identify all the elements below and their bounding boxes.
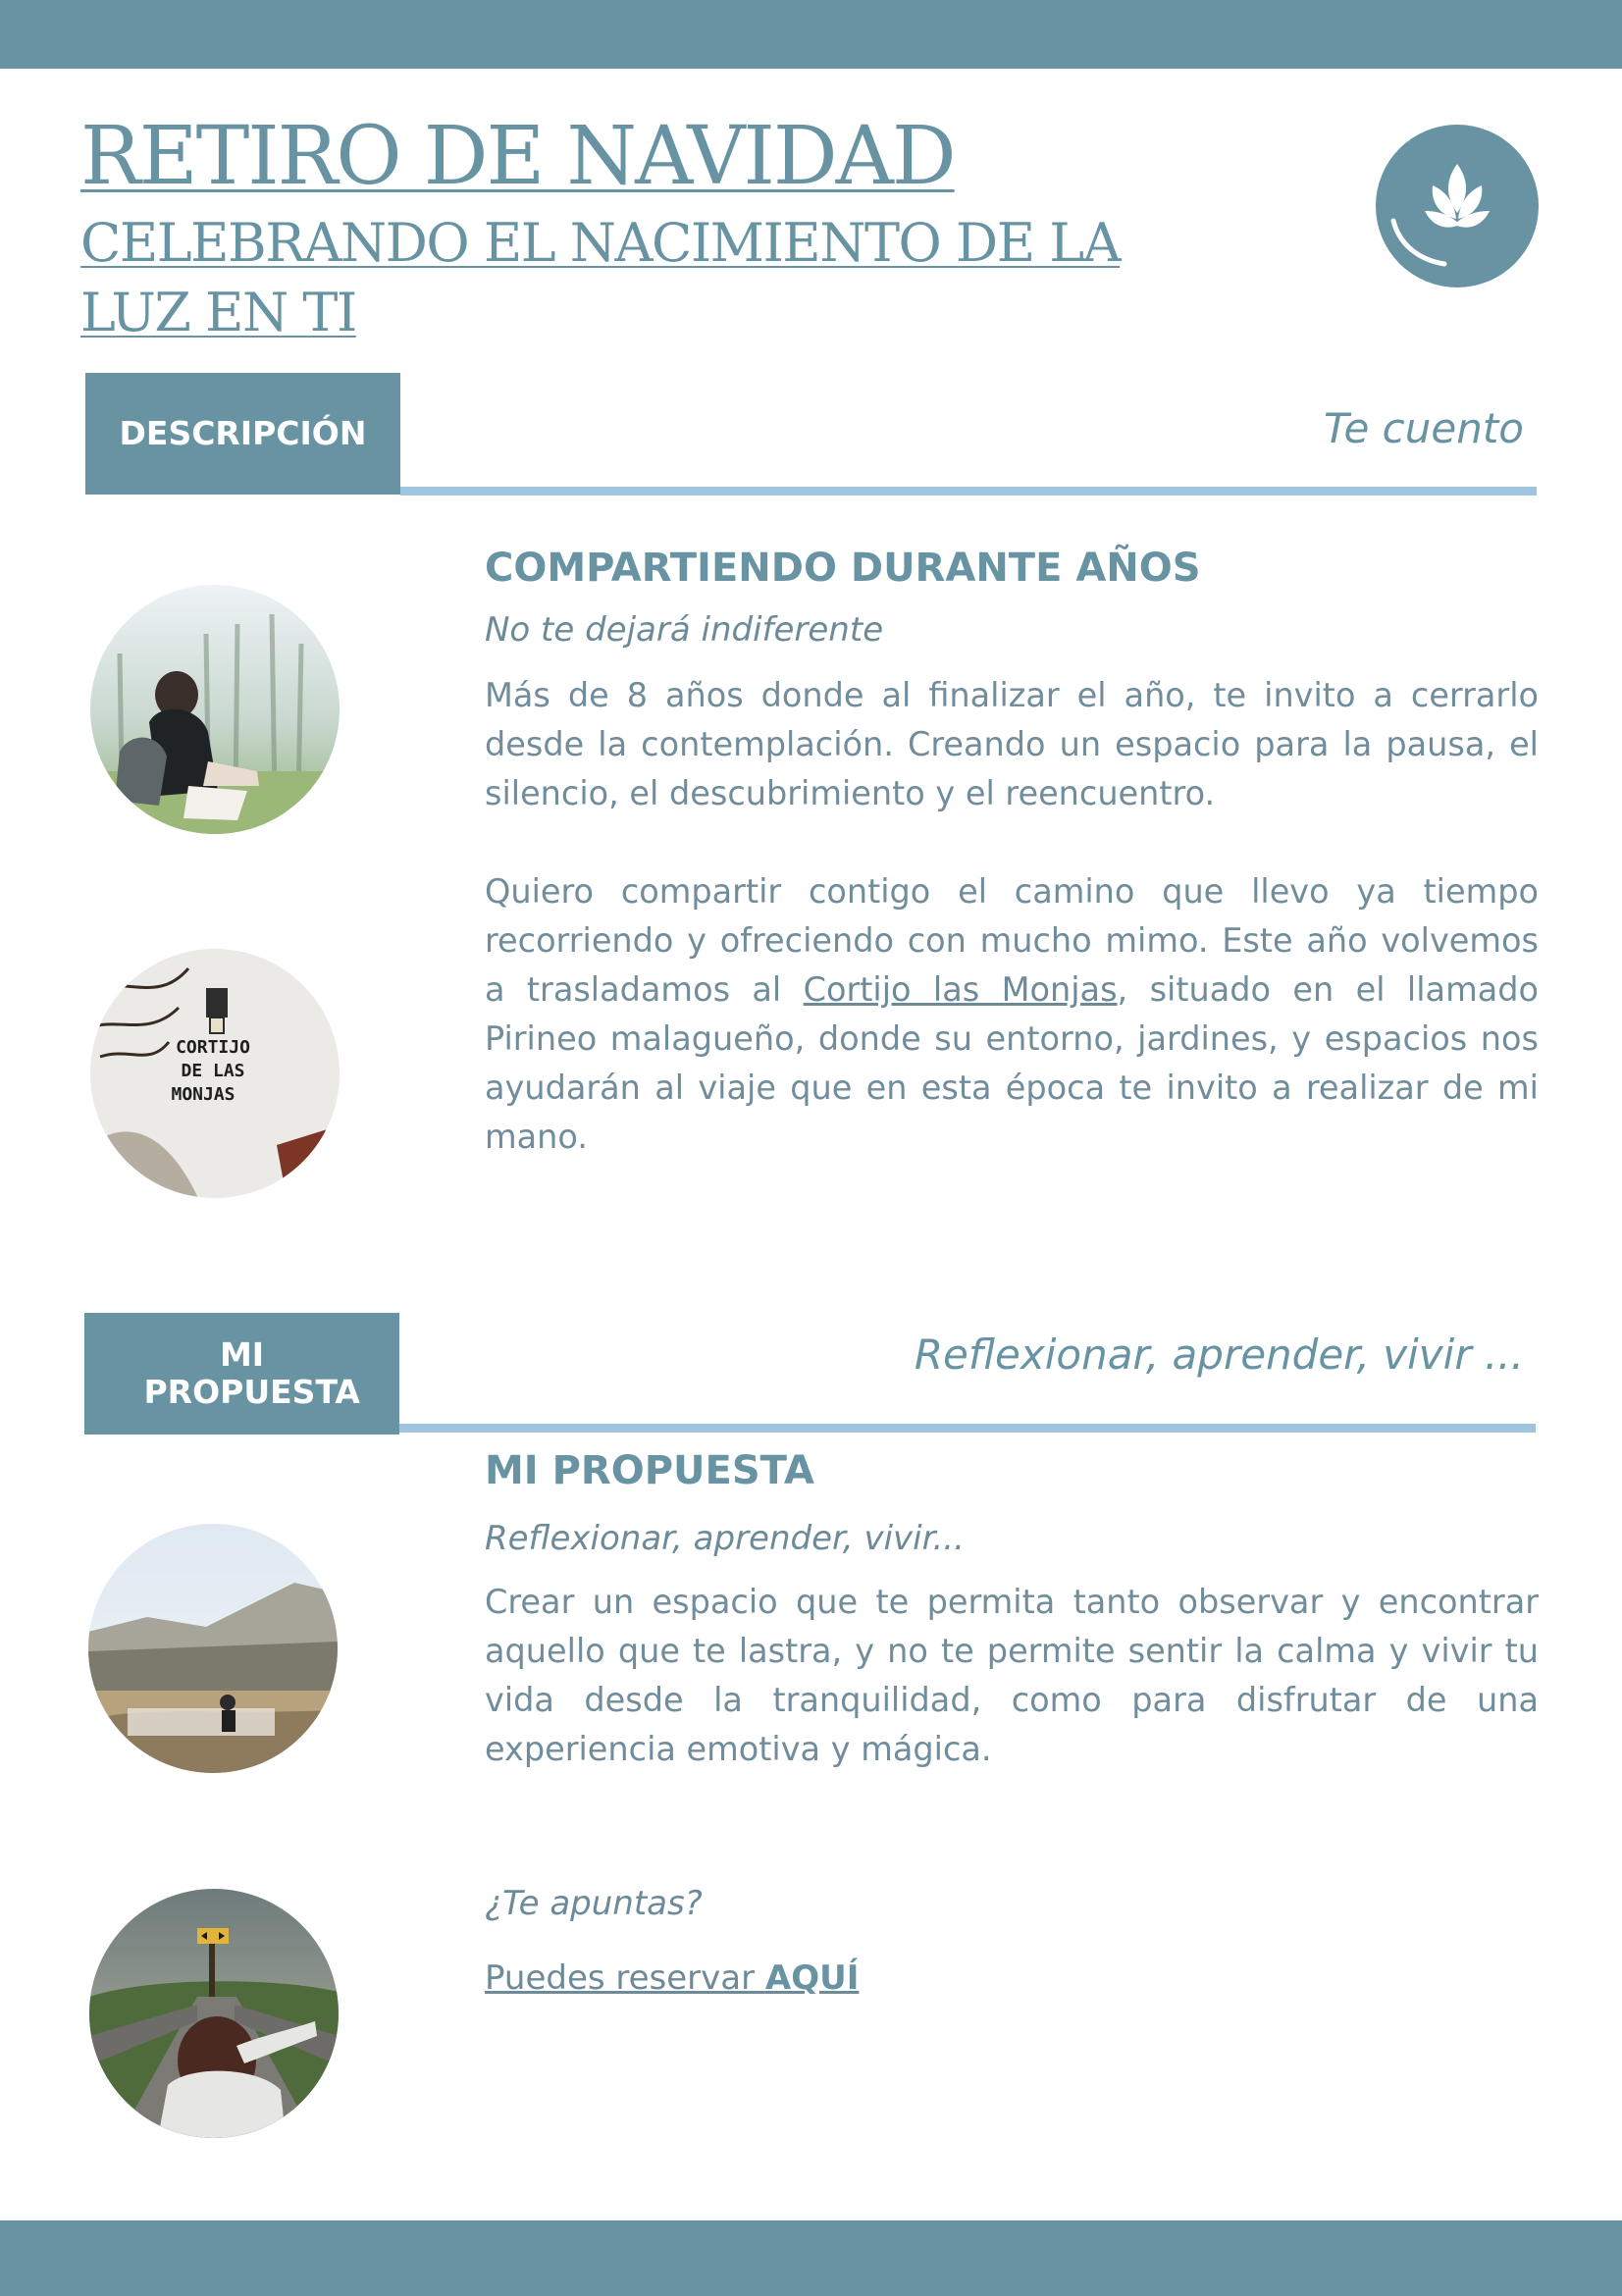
section-subheading: No te dejará indiferente: [485, 610, 884, 650]
section-heading: COMPARTIENDO DURANTE AÑOS: [485, 546, 1201, 591]
cta-question: ¿Te apuntas?: [485, 1884, 703, 1923]
photo-cortijo-sign: [90, 949, 340, 1198]
paragraph-text: , situado en el llamado Pirineo malagueño, donde su entorno, jardines, y espacios nos ayudarán al viaje que en esta época te invito a realizar de mi mano.: [485, 970, 1539, 1156]
photo-mountain-terrace: [88, 1524, 338, 1773]
cortijo-link[interactable]: Cortijo las Monjas: [803, 970, 1118, 1009]
svg-text:DE LAS: DE LAS: [181, 1061, 245, 1081]
reserve-link[interactable]: [485, 1958, 859, 1998]
lotus-icon: [1376, 125, 1539, 287]
paragraph-text: Quiero compartir contigo el camino que llevo ya tiempo recorriendo y ofreciendo con mucho mimo. Este año volvemos a trasladamos al: [485, 872, 1539, 1009]
bottom-bar: [0, 2220, 1622, 2296]
photo-crossroads: [89, 1889, 339, 2138]
paragraph: Crear un espacio que te permita tanto observar y encontrar aquello que te lastra, y no te permite sentir la calma y vivir tu vida desde la tranquilidad, como para disfrutar de una experiencia emotiva y mágica.: [485, 1583, 1539, 1768]
section-tab-propuesta: [84, 1313, 399, 1435]
top-bar: [0, 0, 1622, 69]
svg-text:CORTIJO: CORTIJO: [176, 1037, 250, 1058]
section-tab-label: MI PROPUESTA: [143, 1335, 360, 1411]
section-tab-descripcion: [85, 373, 400, 495]
svg-text:MONJAS: MONJAS: [171, 1084, 235, 1105]
reserve-link-bold[interactable]: AQUÍ: [764, 1958, 860, 1998]
reserve-link-text[interactable]: Puedes reservar: [485, 1958, 765, 1998]
section-divider: [400, 487, 1537, 496]
section-tagline: Te cuento: [1324, 404, 1524, 452]
paragraph: Más de 8 años donde al finalizar el año, te invito a cerrarlo desde la contemplación. Creando un espacio para la pausa, el silencio, el descubrimiento y el reencuentro.: [485, 676, 1539, 812]
paragraph: [485, 867, 1539, 1162]
page-title: RETIRO DE NAVIDAD: [80, 110, 955, 203]
page-subtitle: CELEBRANDO EL NACIMIENTO DE LA LUZ EN TI: [80, 212, 1121, 343]
section-divider: [399, 1424, 1536, 1433]
section-tab-label: DESCRIPCIÓN: [119, 414, 367, 452]
section-tagline: Reflexionar, aprender, vivir ...: [914, 1331, 1524, 1379]
photo-woman-forest: [90, 585, 340, 834]
section-subheading: Reflexionar, aprender, vivir...: [485, 1519, 965, 1558]
section-heading: MI PROPUESTA: [485, 1448, 814, 1493]
